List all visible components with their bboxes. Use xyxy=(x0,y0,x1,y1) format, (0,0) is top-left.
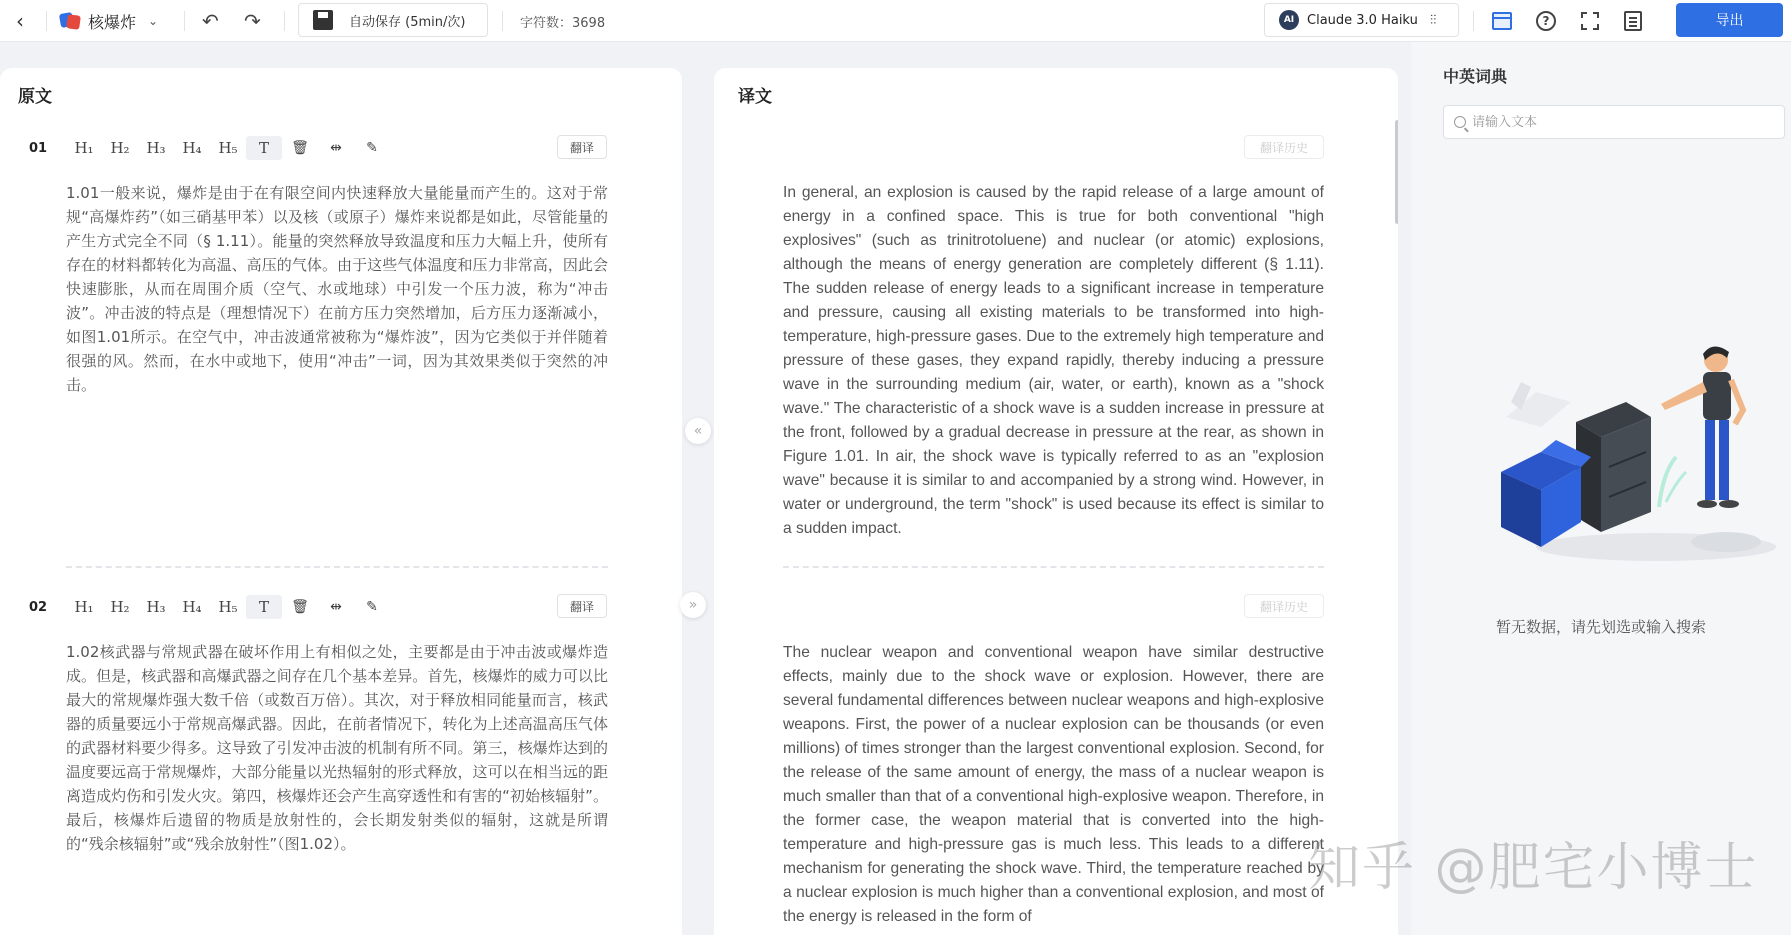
translation-panel xyxy=(714,68,1398,935)
scrollbar[interactable] xyxy=(1395,120,1398,224)
segment-divider xyxy=(783,566,1324,568)
delete-icon[interactable]: 🗑 xyxy=(291,599,309,615)
divider xyxy=(502,11,503,31)
word-count: 字符数：3698 xyxy=(520,15,606,31)
dictionary-search-input[interactable] xyxy=(1472,115,1772,130)
divider xyxy=(46,11,47,31)
heading-3-button[interactable]: H₃ xyxy=(146,598,166,616)
dictionary-search-box[interactable] xyxy=(1443,105,1785,139)
source-panel-title: 原文 xyxy=(18,87,52,107)
list-icon[interactable] xyxy=(1620,8,1646,34)
heading-5-button[interactable]: H₅ xyxy=(218,598,238,616)
collapse-left-icon[interactable]: « xyxy=(685,418,711,444)
heading-4-button[interactable]: H₄ xyxy=(182,598,202,616)
save-icon xyxy=(313,10,333,30)
segment-toolbar xyxy=(66,595,390,619)
dictionary-title: 中英词典 xyxy=(1443,67,1508,86)
source-text-segment-1[interactable]: 1.01一般来说，爆炸是由于在有限空间内快速释放大量能量而产生的。这对于常规“高爆炸药”（如三硝基甲苯）以及核（或原子）爆炸来说都是如此，尽管能量的产生方式完全不同（§ 1.11）。能量的突然释放导致温度和压力大幅上升，使所有存在的材料都转化为高温、高压的气体。由于这些气体温度和压力非常高，因此会快速膨胀，从而在周围介质（空气、水或地球）中引发一个压力波，称为“冲击波”。冲击波的特点是（理想情况下）在前方压力突然增加，后方压力逐渐减小，如图1.01所示。在空气中，冲击波通常被称为“爆炸波”，因为它类似于并伴随着很强的风。然而，在水中或地下，使用“冲击”一词，因为其效果类似于突然的冲击。 xyxy=(66,184,608,394)
empty-state-text: 暂无数据，请先划选或输入搜索 xyxy=(1495,618,1706,636)
translation-text-segment-2[interactable]: The nuclear weapon and conventional weapon have similar destructive effects, mainly due to the shock wave or explosion. However, there are several fundamental differences between nuclear weapons and high-explosive weapons. First, the power of a nuclear explosion can be thousands (or even millions) of times stronger than the largest conventional explosion. Second, for the release of the same amount of energy, the mass of a nuclear weapon is much smaller than that of a conventional high-explosive weapon. Therefore, in the former case, the weapon material that is converted into the high-temperature and high-pressure gas is much less. This leads to a different mechanism for generating the shock wave. Third, the temperature reached by a nuclear explosion is much higher than a conventional explosion, and most of the energy is released in the form of xyxy=(783,644,1324,925)
translation-text-segment-1[interactable]: In general, an explosion is caused by the rapid release of a large amount of energy in a confined space. This is true for both conventional "high explosives" (such as trinitrotoluene) and nuclear (or atomic) explosions, although the means of energy generation are completely different (§ 1.11). The sudden release of energy leads to a significant increase in temperature and pressure, causing all existing materials to be transformed into high-temperature, high-pressure gases. Due to the extremely high temperature and pressure of these gases, they expand rapidly, thereby inducing a pressure wave in the surrounding medium (air, water, or earth), known as a "shock wave." The characteristic of a shock wave is a sudden increase in pressure at the front, followed by a gradual decrease in pressure at the rear, as shown in Figure 1.01. In air, the shock wave is typically referred to as an "explosion wave" because it is similar to and accompanied by a strong wind. However, in water or underground, the term "shock" is used because its effect is similar to a sudden impact. xyxy=(783,184,1324,537)
layout-icon[interactable] xyxy=(1489,8,1515,34)
segment-number: 02 xyxy=(29,600,48,615)
search-icon xyxy=(1454,116,1466,128)
export-button[interactable]: 导出 xyxy=(1676,3,1783,37)
translation-panel-title: 译文 xyxy=(738,87,772,107)
heading-3-button[interactable]: H₃ xyxy=(146,139,166,157)
segment-divider xyxy=(66,566,608,568)
source-text-segment-2[interactable]: 1.02核武器与常规武器在破坏作用上有相似之处，主要都是由于冲击波或爆炸造成。但是，核武器和高爆武器之间存在几个基本差异。首先，核爆炸的威力可以比最大的常规爆炸强大数千倍（或数百万倍）。其次，对于释放相同能量而言，核武器的质量要远小于常规高爆武器。因此，在前者情况下，转化为上述高温高压气体的武器材料要少得多。这导致了引发冲击波的机制有所不同。第三，核爆炸达到的温度要远高于常规爆炸，大部分能量以光热辐射的形式释放，这可以在相当远的距离造成灼伤和引发火灾。第四，核爆炸还会产生高穿透性和有害的“初始核辐射”。最后，核爆炸后遗留的物质是放射性的，会长期发射类似的辐射，这就是所谓的“残余核辐射”或“残余放射性”（图1.02）。 xyxy=(66,643,608,853)
chevron-down-icon: ⌄ xyxy=(148,14,159,28)
dictionary-sidebar xyxy=(1411,42,1791,935)
divider xyxy=(284,11,285,31)
tune-icon[interactable]: ⫶⫶ xyxy=(1429,12,1437,28)
translation-history-button[interactable]: 翻译历史 xyxy=(1244,594,1324,618)
heading-2-button[interactable]: H₂ xyxy=(110,139,130,157)
split-icon[interactable]: ⇹ xyxy=(330,140,342,156)
app-logo-icon xyxy=(60,11,80,31)
divider xyxy=(184,11,185,31)
edit-icon[interactable]: ✎ xyxy=(366,140,378,156)
translate-button[interactable]: 翻译 xyxy=(557,594,607,618)
heading-1-button[interactable]: H₁ xyxy=(74,139,94,157)
autosave-label: 自动保存 (5min/次) xyxy=(349,14,466,30)
model-selector[interactable] xyxy=(1264,3,1459,37)
translate-button[interactable]: 翻译 xyxy=(557,135,607,159)
top-toolbar xyxy=(0,0,1791,42)
text-format-button[interactable]: T xyxy=(246,136,282,160)
segment-number: 01 xyxy=(29,141,48,156)
heading-2-button[interactable]: H₂ xyxy=(110,598,130,616)
fullscreen-icon[interactable] xyxy=(1577,8,1603,34)
document-name: 核爆炸 xyxy=(88,12,137,32)
help-icon[interactable]: ? xyxy=(1533,8,1559,34)
watermark: 知乎 @肥宅小博士 xyxy=(1308,838,1759,898)
edit-icon[interactable]: ✎ xyxy=(366,599,378,615)
translation-history-button[interactable]: 翻译历史 xyxy=(1244,135,1324,159)
empty-state-illustration xyxy=(1481,332,1781,632)
redo-icon[interactable]: ↷ xyxy=(244,9,261,33)
delete-icon[interactable]: 🗑 xyxy=(291,140,309,156)
back-icon[interactable]: ‹ xyxy=(16,9,24,33)
heading-1-button[interactable]: H₁ xyxy=(74,598,94,616)
heading-5-button[interactable]: H₅ xyxy=(218,139,238,157)
divider xyxy=(1473,11,1474,31)
autosave-button[interactable] xyxy=(298,3,488,37)
expand-right-icon[interactable]: » xyxy=(680,592,706,618)
undo-icon[interactable]: ↶ xyxy=(202,9,219,33)
split-icon[interactable]: ⇹ xyxy=(330,599,342,615)
model-name: Claude 3.0 Haiku xyxy=(1307,12,1418,28)
heading-4-button[interactable]: H₄ xyxy=(182,139,202,157)
source-panel xyxy=(0,68,682,935)
segment-toolbar xyxy=(66,136,390,160)
document-name-dropdown[interactable] xyxy=(60,0,158,42)
model-icon: AI xyxy=(1279,10,1299,30)
text-format-button[interactable]: T xyxy=(246,595,282,619)
